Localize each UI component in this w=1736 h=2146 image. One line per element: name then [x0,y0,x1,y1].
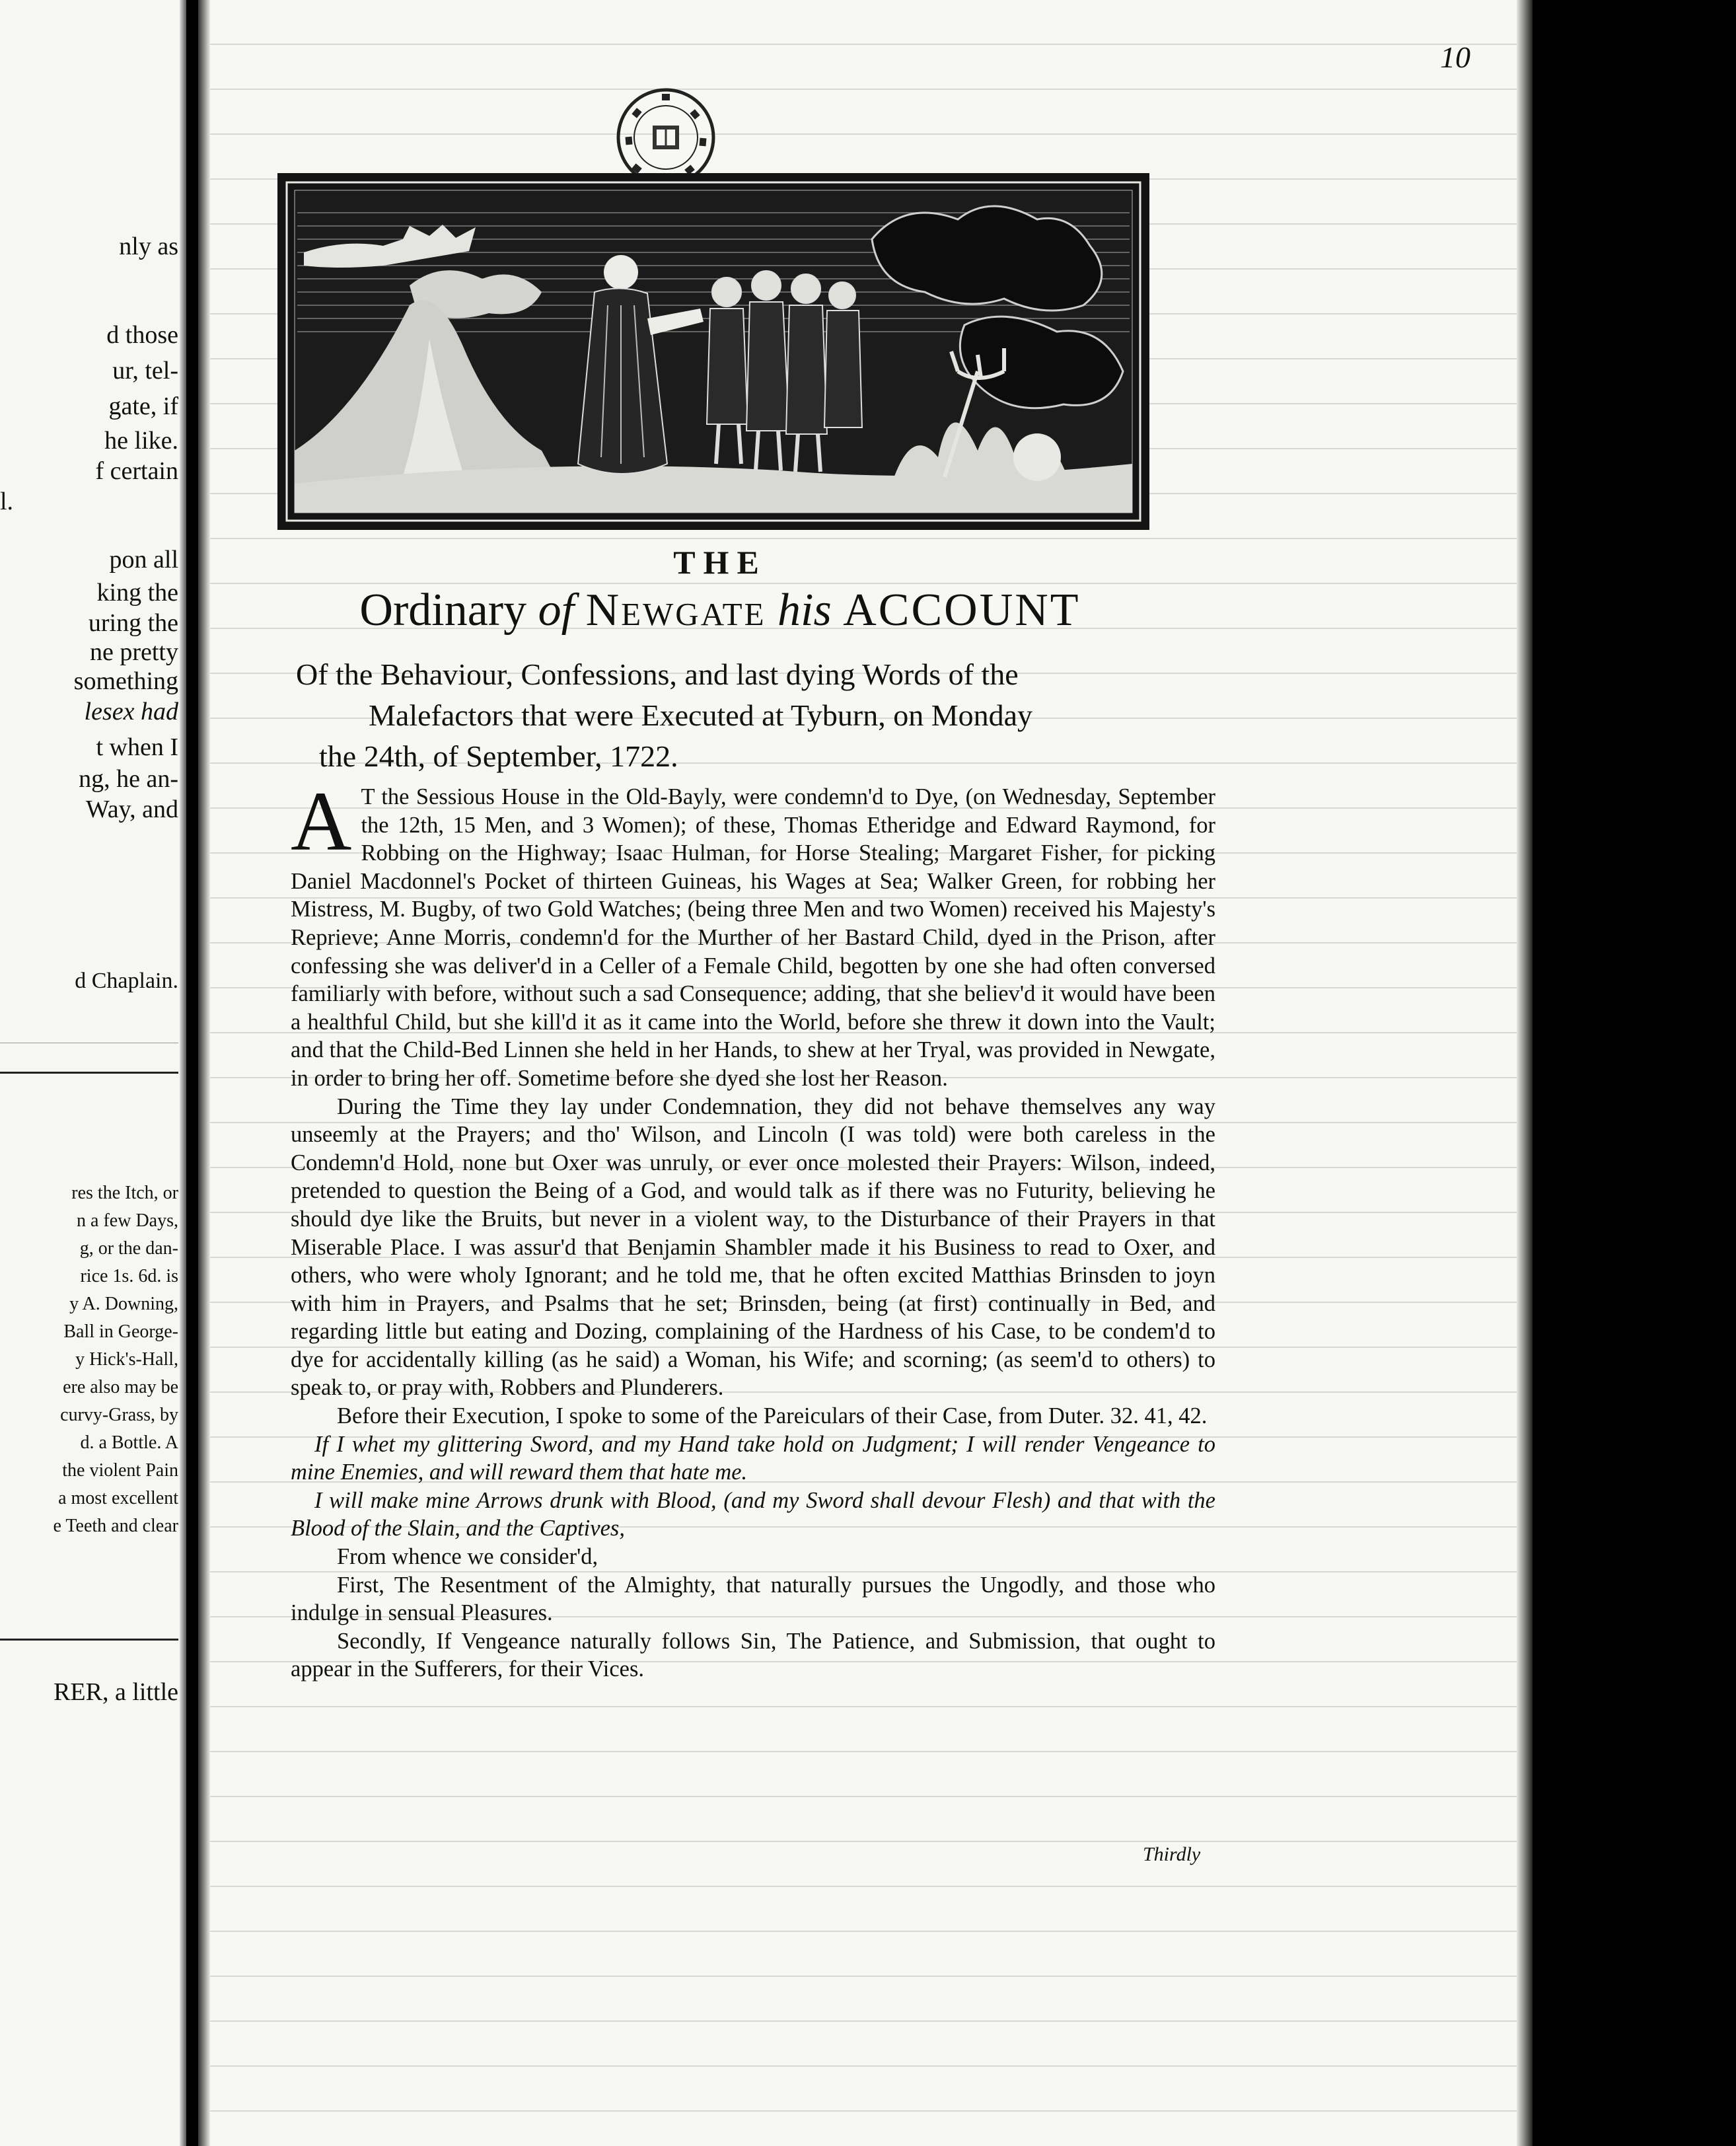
woodcut-illustration [277,173,1149,530]
left-fragment: d. a Bottle. A [80,1432,178,1453]
paragraph-1-text: T the Sessious House in the Old-Bayly, were condemn'd to Dye, (on Wednesday, September the 12th, 15 Men, and 3 Women); of these, Thomas Etheridge and Edward Raymond, for Robbing on the Highway; Isaac Hulman, for Horse Stealing; Margaret Fisher, for picking Daniel Macdonnel's Pocket of thirteen Guineas, his Wages at Sea; Walker Green, for robbing her Mistress, M. Bugby, of two Gold Watches; (being three Men and two Women) received his Majesty's Reprieve; Anne Morris, condemn'd for the Murther of her Bastard Child, dyed in the Prison, after confessing she was deliver'd in a Celler of a Female Child, begotten by one she had often conversed familiarly with before, without such a sad Consequence; adding, that she believ'd it would have been a healthful Child, but she kill'd it as it came into the World, before she threw it down into the Vault; and that the Child-Bed Linnen she held in her Hands, to shew at her Tryal, was provided in Newgate, in order to bring her off. Sometime before she dyed she lost her Reason. [291,784,1215,1091]
left-page-fragment [0,0,186,2146]
left-fragment: t when I [96,733,178,761]
title-newgate: Newgate [585,585,766,636]
left-fragment: d those [106,321,178,349]
left-fragment: gate, if [108,392,178,420]
left-fragment: f certain [95,457,178,485]
page-edge [1517,0,1533,2146]
divider [0,1639,178,1641]
subtitle-line: Of the Behaviour, Confessions, and last dying Words of the [296,657,1019,691]
body-text [291,774,1215,1684]
left-fragment: pon all [109,546,178,574]
left-fragment: a most excellent [58,1488,178,1508]
left-fragment: d Chaplain. [75,969,178,993]
main-page [198,0,1533,2146]
title-his: his [778,585,832,636]
left-fragment: l. [0,488,14,515]
left-fragment: res the Itch, or [71,1183,178,1203]
left-fragment: nly as [119,233,178,260]
paragraph-5: First, The Resentment of the Almighty, that naturally pursues the Ungodly, and those who indulge in sensual Pleasures. [291,1572,1215,1626]
left-fragment: ne pretty [89,638,178,666]
paragraph-3: Before their Execution, I spoke to some of the Pareiculars of their Case, from Duter. 32. 41, 42. [337,1403,1208,1429]
left-fragment: the violent Pain [62,1460,178,1481]
left-fragment: he like. [104,427,178,455]
left-fragment: curvy-Grass, by [60,1405,178,1425]
paragraph-1 [291,774,1215,1093]
catchword: Thirdly [1143,1843,1201,1865]
page-number: 10 [1440,40,1470,74]
drop-cap: A [291,774,352,868]
page-gutter [198,0,210,2146]
scripture-verse-2: I will make mine Arrows drunk with Blood, (and my Sword shall devour Flesh) and that with the Blood of the Slain, and the Captives, [291,1487,1215,1541]
left-fragment: king the [96,579,178,607]
divider [0,1072,178,1074]
left-fragment: y Hick's-Hall, [75,1349,178,1370]
left-fragment: Way, and [85,796,178,823]
paragraph-6: Secondly, If Vengeance naturally follows Sin, The Patience, and Submission, that ought to appear in the Sufferers, for their Vices. [291,1628,1215,1682]
subtitle-block [296,654,1168,777]
left-fragment: ere also may be [63,1377,178,1397]
subtitle-line: Malefactors that were Executed at Tyburn, on Monday [369,698,1033,732]
title-account: ACCOUNT [843,585,1081,636]
left-fragment: n a few Days, [77,1210,178,1231]
subtitle-line: the 24th, of September, 1722. [319,739,678,773]
title-the: THE [673,544,767,581]
left-fragment: RER, a little [54,1678,178,1706]
left-fragment: rice 1s. 6d. is [80,1266,178,1286]
paragraph-4: From whence we consider'd, [337,1544,598,1570]
title-of: of [538,585,575,636]
left-fragment: lesex had [84,698,178,725]
left-fragment: y A. Downing, [69,1294,178,1314]
title-ordinary: Ordinary [359,585,527,636]
paragraph-2: During the Time they lay under Condemnation, they did not behave themselves any way unseemly at the Prayers; and tho' Wilson, and Lincoln (I was told) were both careless in the Condemn'd Hold, none but Oxer was unruly, or ever once molested their Prayers: Wilson, indeed, pretended to question the Being of a God, and would talk as if there was no Futurity, believing he should dye like the Bruits, but never in a violent way, to the Disturbance of their Prayers in that Miserable Place. I was assur'd that Benjamin Shambler made it his Business to read to Oxer, and others, who were wholy Ignorant; and he told me, that he often excited Matthias Brinsden to joyn with him in Prayers, and Psalms that he set; Brinsden, being (at first) continually in Bed, and regarding little but eating and Dozing, complaining of the Hardness of his Case, to be condem'd to dye for accidentally killing (as he said) a Woman, his Wife; and scorning; (as seem'd to others) to speak to, or pray with, Robbers and Plunderers. [291,1093,1215,1401]
scripture-verse-1: If I whet my glittering Sword, and my Hand take hold on Judgment; I will render Vengeance to mine Enemies, and will reward them that hate me. [291,1431,1215,1485]
left-fragment: something [73,667,178,695]
left-fragment: uring the [88,609,178,637]
left-fragment: ng, he an- [79,765,178,793]
left-fragment: ur, tel- [112,357,178,385]
title-main [291,584,1149,637]
title-block [291,543,1149,637]
left-fragment: e Teeth and clear [53,1516,178,1536]
page-fold [180,0,186,2146]
left-fragment: g, or the dan- [79,1238,178,1259]
left-fragment: Ball in George- [63,1321,178,1342]
